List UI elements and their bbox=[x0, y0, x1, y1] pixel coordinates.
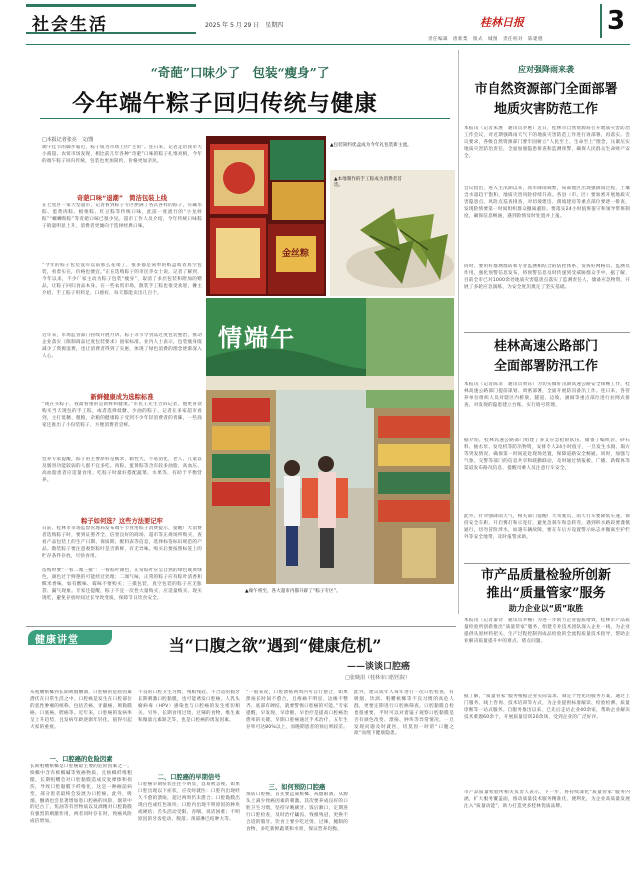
right-story-1b: 会议指出，进入主汛期以来，我市降雨频繁，局部地区出现强降雨过程，土壤含水量趋于饱和，地质灾害风险持续升高。各县（市、区）要加密开展地质灾害隐患点、风险点巡查排查，对切坡建房、削坡建房等重点部位要逐一排查，发现险情要第一时间组织群众撤离避险。要落实24小时值班值守和领导带班制度，确保信息畅通，遇到险情及时处置并上报。 bbox=[464, 186, 630, 219]
health-section-tag bbox=[28, 630, 112, 645]
article-column-1c: “今年的粽子包装没有以前那么花哨了，很多都是简单的纸盒或者真空包装，看着实在，价格也便宜。”正在选购粽子的市民李女士说。记者了解到，今年以来，不少厂家主动为粽子包装“瘦身”，取消了多层包装和附加的赠品，让粽子回归食品本身。在一些农贸市场，散装手工粽也很受欢迎，摊主介绍，手工粽子用料足，口感好，每天都能卖出几百个。 bbox=[42, 263, 202, 296]
health-column-3b: 预防口腔癌，首先要远离槟榔、戒烟限酒，从源头上减少致癌因素的刺激。其次要养成良好的口腔卫生习惯，坚持早晚刷牙、饭后漱口，定期进行口腔检查，及时治疗龋齿、残根残冠，更换不合适的假牙。饮食上要少吃过烫、过辣、腌制的食物，多吃新鲜蔬菜和水果，保证营养均衡。 bbox=[246, 792, 348, 832]
right-story-3b: 据了解，“质量管家”服务根据企业实际需求，制定个性化的服务方案，通过上门服务、线上咨询、技术培训等方式，为企业提供标准解读、检验检测、质量诊断等一站式服务。自服务推出以来，已先后走访企业40余家，帮助企业解决技术难题60余个，开展质量培训20余场，受到企业的广泛好评。 bbox=[464, 694, 630, 720]
subheading-3: 粽子如何选？这些方法要记牢 bbox=[81, 518, 163, 525]
right-story-2b: 据介绍，桂林高速公路部门组建了多支应急抢险队伍，储备了编织袋、砂石料、抽水泵、发电机等防汛物资，安排专人24小时值守，一旦发生水毁、塌方等突发情况，确保第一时间赶赴现场处置，保障道路安全畅通。同时，加强与气象、交警等部门的信息共享和联勤联动，及时通过情报板、广播、新媒体等渠道发布路况信息，提醒司乘人员注意行车安全。 bbox=[464, 438, 630, 471]
page-number: 3 bbox=[600, 4, 630, 38]
right-headline-1b: 地质灾害防范工作 bbox=[493, 102, 598, 117]
right-divider-1 bbox=[464, 332, 630, 333]
health-author: □张映涓（桂林市口腔医院） bbox=[345, 675, 410, 681]
right-headline-2a: 桂林高速公路部门 bbox=[493, 339, 598, 354]
health-title: 当“口腹之欲”遇到“健康危机” bbox=[168, 636, 382, 655]
title-rule bbox=[40, 118, 450, 119]
right-headline-2b: 全面部署防汛工作 bbox=[493, 359, 598, 374]
right-headline-3b: 推出“质量管家”服务 bbox=[486, 586, 606, 601]
photo-caption-3: ▲端午将至，各大超市内都开辟了“粽子专区”。 bbox=[245, 589, 341, 594]
column-divider bbox=[458, 50, 459, 614]
header-rule bbox=[26, 44, 630, 45]
gift-box-text: 金丝粽 bbox=[282, 249, 310, 259]
article-byline: □本报记者张亮 文/图 bbox=[42, 137, 94, 143]
right-story-2a: 本报讯（记者陈菲 通讯员黄钰）为切实做好汛期高速公路安全保畅工作，桂林高速公路部门提前谋划、周密部署，全面开展防汛备汛工作。连日来，各管养单位组织人员对辖区内桥梁、隧道、边坡、涵洞等重点部位进行拉网式排查，对发现的隐患建立台账，实行销号管理。 bbox=[464, 382, 630, 408]
right-story-1a: 本报讯（记者朱展 通讯员李惠）近日，桂林市自然资源局召开地质灾害防治工作会议，对近期强降雨天气下的地质灾害防范工作进行再部署、再落实。会议要求，各级自然资源部门要牢固树立“人民至上、生命至上”理念，压紧压实地质灾害防治责任，全面加强隐患排查和监测预警，确保人民群众生命财产安全。 bbox=[464, 126, 630, 159]
health-column-4: 此外，建议成年人每年进行一次口腔检查，有吸烟、饮酒、咀嚼槟榔等不良习惯的高危人群，更要定期进行口腔癌筛查。口腔黏膜自检也很重要，平时可以对着镜子观察口腔黏膜是否有颜色改变、溃疡、肿块等异常情况，一旦发现问题及时就医，切莫因一时的“口腹之欲”而埋下健康隐患。 bbox=[354, 690, 454, 737]
article-column-1e: “现在买粽子，我最看重的是新鲜和健康。”市民王先生告诉记者，他更喜欢购买当天现包的手工粽，或者选择低糖、少油的粽子。记者在多家超市看到，主打低糖、粗粮、杂粮的健康粽子受到不少年轻消费者的青睐，一些商家还推出了小份装粽子，方便消费者尝鲜。 bbox=[42, 402, 202, 428]
photo-handmade-zongzi bbox=[330, 170, 455, 296]
photo-gift-boxes bbox=[206, 136, 326, 296]
health-section-name: 健康讲堂 bbox=[35, 635, 79, 646]
editor-credits: 责任编辑 唐新梨 版式 城图 责任校对 陈建德 bbox=[428, 37, 543, 42]
health-subtitle: ——谈谈口腔癌 bbox=[346, 662, 410, 672]
subheading-2: 新鲜健康成为选粽标准 bbox=[90, 394, 154, 401]
article-column-1h: 选购时要“一看二闻三摸”：一看粽叶颜色，正常粽叶应呈自然的绿色或黄绿色，颜色过于鲜艳的可能经过处理；二闻气味，正常的粽子应有粽叶清香和糯米香味，如有酸味、霉味不要购买；三摸包装，真空包装的粽子应无胀袋、漏气现象。专家还提醒，粽子不宜一次性大量购买，应适量购买、现买现吃，避免存放时间过长导致变质，保障节日饮食安全。 bbox=[42, 568, 202, 601]
handmade-zongzi-illustration bbox=[330, 170, 455, 296]
health-subheading-3: 三、如何预防口腔癌 bbox=[268, 784, 326, 791]
right-divider-2 bbox=[464, 563, 630, 564]
article-column-1a: 端午佳节的脚步临近，粽子成为市场上的“主角”。连日来，记者走访我市大小商超、农贸市场发现，相比前几年各种“奇葩”口味的粽子扎堆亮相，今年的端午粽子回归传统，包装也更加简约，价格更加亲民。 bbox=[42, 145, 202, 164]
subheading-1: 奇葩口味“退潮” 简洁包装上线 bbox=[76, 195, 168, 202]
health-top-rule bbox=[26, 626, 456, 627]
article-column-1b: 在七星区一家大型超市，记者看到粽子专区摆满了各式各样的粽子，有碱水粽、蛋黄肉粽、板栗粽、红豆粽等传统口味，此前一度流行的“小龙虾粽”“螺蛳粉粽”等奇葩口味已很少见。超市工作人员介绍，今年传统口味粽子销量明显上升，消费者更倾向于选择经典口味。 bbox=[42, 203, 202, 229]
health-column-1a: 从咀嚼槟榔到长期吸烟酗酒，口腔癌的危险因素潜伏在日常生活之中。口腔癌是发生在口腔部位的恶性肿瘤的统称，包括舌癌、牙龈癌、颊黏膜癌、口底癌、腭癌等。近年来，口腔癌的发病率呈上升趋势，且发病年龄逐渐年轻化，值得引起大家的重视。 bbox=[30, 690, 132, 730]
right-story-2c: 此外，针对强降雨天气，相关部门提醒广大驾驶员，雨天行车要降低车速，保持安全车距，开启雾灯和示宽灯，避免急刹车和急转弯。遇到积水路段要谨慎通行，切勿冒险涉水，如遇车辆故障，要在车后方设置警示标志并撤离至护栏外等安全地带，及时报警求助。 bbox=[464, 514, 630, 540]
right-headline-3a: 市产品质量检验所创新 bbox=[480, 568, 611, 583]
right-label: 应对强降雨来袭 bbox=[518, 65, 574, 74]
article-column-1f: 营养专家提醒，粽子的主要原料是糯米，黏性大，不易消化，老人、儿童以及肠胃功能较弱的人群不宜多吃。肉粽、蛋黄粽等含有较多油脂，高血压、高血脂患者应适量食用。吃粽子时最好搭配蔬菜、水果等，有助于平衡营养。 bbox=[42, 457, 202, 483]
photo-caption-2: ▲本地制作的手工粽成为消费者首选。 bbox=[334, 177, 402, 188]
section-tag bbox=[26, 4, 196, 34]
right-story-3c: 市产品质量检验所相关负责人表示，下一步，将持续深化“质量管家”服务内涵，扩大服务覆盖面，推动质量技术服务精准化、便利化，为企业高质量发展注入“质量动能”，助力打造更多桂林优质品牌。 bbox=[464, 790, 630, 809]
health-column-1b: 长期咀嚼槟榔是口腔癌最主要的危险因素之一。槟榔中含有槟榔碱等致癌物质，且槟榔纤维粗糙，长期咀嚼会对口腔黏膜造成反复摩擦和损伤，导致口腔黏膜下纤维化，这是一种癌前病变，部分患者最终会发展为口腔癌。此外，吸烟、酗酒也会显著增加患口腔癌的风险，烟草中的尼古丁、焦油等有害物质以及酒精对口腔黏膜有强烈的刺激作用，两者同时存在时，致癌风险成倍增加。 bbox=[30, 764, 132, 825]
right-headline-1a: 市自然资源部门全面部署 bbox=[474, 82, 618, 97]
section-name: 社会生活 bbox=[32, 15, 108, 35]
article-title: 今年端午粽子回归传统与健康 bbox=[72, 91, 378, 117]
newspaper-logo: 桂林日报 bbox=[480, 16, 524, 29]
right-story-3a: 本报讯（记者秦诗 通讯员李楠）为进一步助力企业提质增效，桂林市产品质量检验所创新推出“质量管家”服务，组建专业技术团队深入企业一线，为企业提供从原材料把关、生产过程控制到成品检验的全流程质量技术指导，帮助企业解决质量提升中的难点、堵点问题。 bbox=[464, 618, 630, 644]
health-subheading-2: 二、口腔癌的早期信号 bbox=[157, 774, 221, 781]
photo-supermarket bbox=[206, 298, 454, 584]
festival-banner-text: 情端午 bbox=[218, 323, 296, 352]
photo-caption-1: ▲包装简约优盒成为今年礼包装新主流。 bbox=[330, 143, 412, 148]
health-subheading-1: 一、口腔癌的危险因素 bbox=[49, 756, 113, 763]
health-column-2a: 不良的口腔卫生习惯，残根残冠、不合适的假牙长期刺激口腔黏膜，也可能诱发口腔癌。人乳头瘤病毒（HPV）感染也与口腔癌的发生密切相关。另外，长期食用过烫、过辣的食物，维生素和微量元素缺乏等，也是口腔癌的诱发因素。 bbox=[138, 690, 240, 723]
right-story-1c: 同时，要用好群测群防和专业监测相结合的防控体系，发挥好网格员、监测员作用，强化预警信息发布，将预警信息及时传递到受威胁群众手中。据了解，目前全市已对1000余处地质灾害隐患点落实了监测责任人，储备应急物资，开展了多轮应急演练，为安全度汛奠定了坚实基础。 bbox=[464, 264, 630, 290]
page-header bbox=[0, 0, 640, 42]
health-column-3a: “一般来说，口腔溃疡两周内可自行愈合，如果溃疡长时间不愈合，且疼痛不明显、边缘不整齐、底部有硬结，就要警惕口腔癌的可能。”专家提醒，早发现、早诊断、早治疗是提高口腔癌治愈率的关键。早期口腔癌通过手术治疗，五年生存率可达80%以上，而晚期患者的预后则较差。 bbox=[246, 690, 348, 730]
right-headline-3c: 助力企业以“质”取胜 bbox=[508, 604, 584, 613]
zongzi-boxes-illustration bbox=[206, 136, 326, 296]
issue-date: 2025 年 5 月 29 日 星期四 bbox=[205, 22, 284, 29]
article-kicker: “奇葩”口味少了 包装“瘦身”了 bbox=[150, 65, 330, 80]
health-column-2b: 口腔癌早期症状往往不明显，容易被忽视。如果口腔出现以下症状，应及时就医：口腔内出现经久不愈的溃疡，超过两周仍未愈合；口腔黏膜出现白色或红色斑块；口腔内出现不明原因的肿块或硬结；舌头活动受限，吞咽、说话困难；不明原因的牙齿松动、脱落；颈部淋巴结肿大等。 bbox=[138, 782, 240, 822]
article-column-1g: 日前，桂林市市场监督管理局发布端午节食用粽子消费提示，提醒广大消费者选购粽子时，要到证照齐全、信誉良好的商场、超市等正规场所购买，查看产品包装上的生产日期、保质期、配料表等信息，选择标签标识规范的产品。散装粽子要注意观察粽叶是否新鲜，有无异味。购买后要按照标签上的贮存条件存放，尽快食用。 bbox=[42, 526, 202, 559]
article-column-1d: 近年来，市场监管部门持续开展月饼、粽子等节令食品过度包装整治，推动企业落实《限制商品过度包装要求》国家标准。业内人士表示，包装瘦身既减少了资源浪费，也让消费者得到了实惠，体现了绿色消费的理念逐渐深入人心。 bbox=[42, 333, 202, 359]
